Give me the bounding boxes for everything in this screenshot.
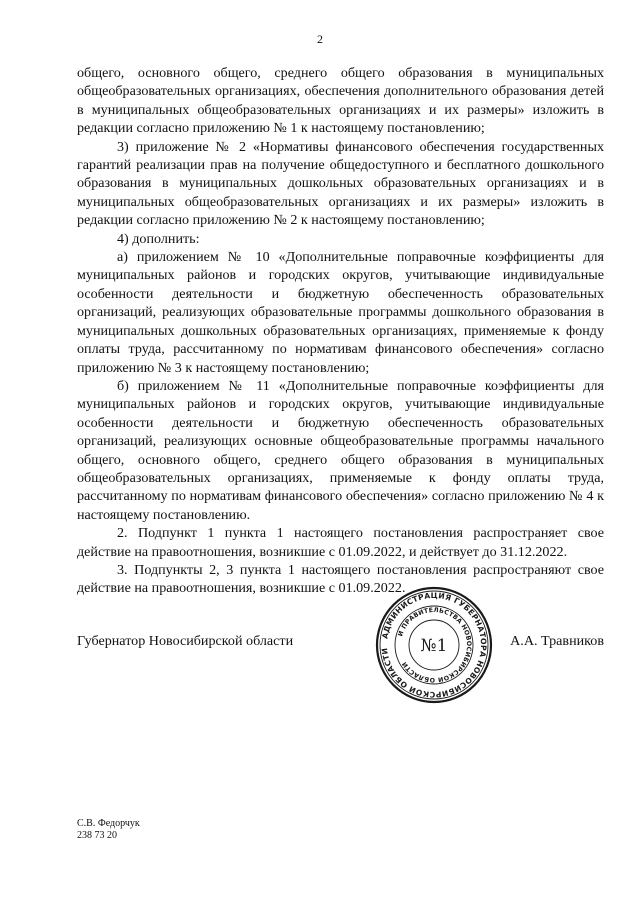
signatory-name: А.А. Травников: [510, 633, 604, 649]
paragraph-item-4b: б) приложением № 11 «Дополнительные поправочные коэффициенты для муниципальных районов и городских округов, учитывающие индивидуальные особенности деятельности и бюджетную обеспеченность образовательных организаций, реализующих основные общеобразовательные программы начального общего, основного общего, среднего общего образования в муниципальных общеобразовательных организациях, применяемые к фонду оплаты труда, рассчитанному по нормативам финансового обеспечения» согласно приложению № 4 к настоящему постановлению.: [77, 377, 604, 523]
document-footer: [77, 818, 140, 842]
paragraph-item-4a: а) приложением № 10 «Дополнительные поправочные коэффициенты для муниципальных районов и городских округов, учитывающие индивидуальные особенности деятельности и бюджетную обеспеченность образовательных организаций, реализующих образовательные программы дошкольного образования в муниципальных дошкольных образовательных организациях, применяемые к фонду оплаты труда, рассчитанному по нормативам финансового обеспечения» согласно приложению № 3 к настоящему постановлению;: [77, 249, 604, 376]
signature-block: [77, 632, 604, 654]
document-body: [77, 64, 604, 598]
footer-author: С.В. Федорчук: [77, 818, 140, 829]
seal-inner-lettering: И ПРАВИТЕЛЬСТВА НОВОСИБИРСКОЙ ОБЛАСТИ: [397, 606, 473, 684]
page-number: 2: [317, 32, 323, 46]
seal-outer-lettering: АДМИНИСТРАЦИЯ ГУБЕРНАТОРА НОВОСИБИРСКОЙ ОБЛАСТИ: [380, 590, 489, 700]
seal-number: №1: [420, 636, 448, 656]
footer-phone: 238 73 20: [77, 830, 117, 841]
official-seal: [374, 585, 494, 705]
paragraph-item-3: 3) приложение № 2 «Нормативы финансового обеспечения государственных гарантий реализации прав на получение общедоступного и бесплатного дошкольного образования в муниципальных дошкольных образовательных организациях и в муниципальных общеобразовательных организациях и их размеры» изложить в редакции согласно приложению № 2 к настоящему постановлению;: [77, 138, 604, 229]
paragraph-point-3: 3. Подпункты 2, 3 пункта 1 настоящего постановления распространяют свое действие на правоотношения, возникшие с 01.09.2022.: [77, 561, 604, 597]
signatory-title: Губернатор Новосибирской области: [77, 633, 294, 649]
paragraph-point-2: 2. Подпункт 1 пункта 1 настоящего постановления распространяет свое действие на правоотношения, возникшие с 01.09.2022, и действует до 31.12.2022.: [77, 525, 604, 560]
paragraph-continuation: общего, основного общего, среднего общего образования в муниципальных общеобразовательных организациях, обеспечения дополнительного образования детей в муниципальных общеобразовательных организациях и их размеры» изложить в редакции согласно приложению № 1 к настоящему постановлению;: [77, 65, 604, 137]
paragraph-item-4: 4) дополнить:: [117, 230, 200, 247]
